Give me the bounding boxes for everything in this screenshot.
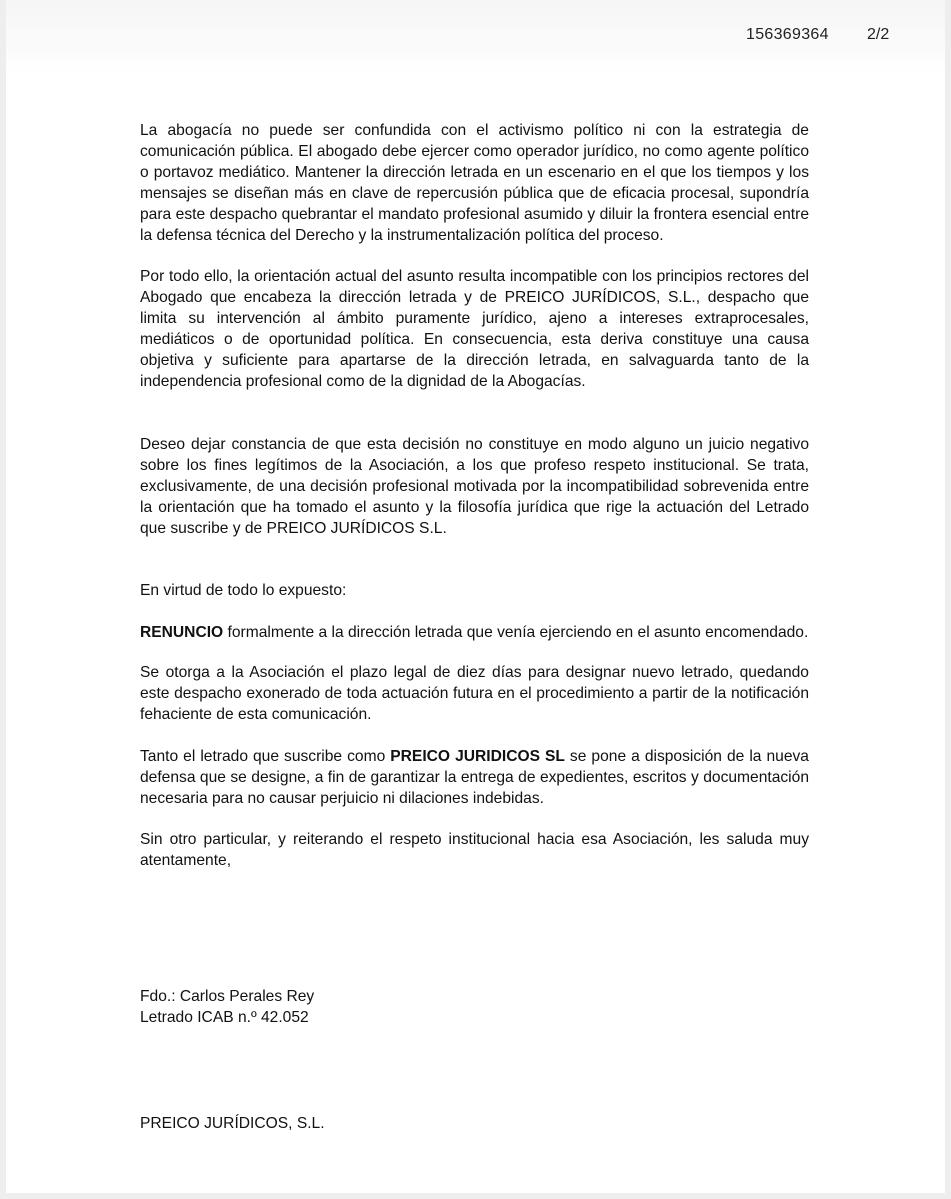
paragraph-abogacia: La abogacía no puede ser confundida con el activismo político ni con la estrategia de comunicación pública. El abogado debe ejercer como operador jurídico, no como agente político o portavoz mediático. Mantener la dirección letrada en un escenario en el que los tiempos y los mensajes se diseñan más en clave de repercusión pública que de eficacia procesal, supondría para este despacho quebrantar el mandato profesional asumido y diluir la frontera esencial entre la defensa técnica del Derecho y la instrumentalización política del proceso.	[140, 122, 809, 244]
paragraph-despedida: Sin otro particular, y reiterando el respeto institucional hacia esa Asociación, les saluda muy atentamente,	[140, 831, 809, 869]
page-header	[0, 26, 951, 46]
paragraph-en-virtud: En virtud de todo lo expuesto:	[140, 582, 347, 599]
paragraph-plazo: Se otorga a la Asociación el plazo legal de diez días para designar nuevo letrado, quedando este despacho exonerado de toda actuación futura en el procedimiento a partir de la notificación fehaciente de esta comunicación.	[140, 664, 809, 723]
paragraph-constancia: Deseo dejar constancia de que esta decisión no constituye en modo alguno un juicio negativo sobre los fines legítimos de la Asociación, a los que profeso respeto institucional. Se trata, exclusivamente, de una decisión profesional motivada por la incompatibilidad sobrevenida entre la orientación que ha tomado el asunto y la filosofía jurídica que rige la actuación del Letrado que suscribe y de PREICO JURÍDICOS S.L.	[140, 436, 809, 537]
disposicion-rest: se pone a disposición de la nueva defensa que se designe, a fin de garantizar la entrega de expedientes, escritos y documentación necesaria para no causar perjuicio ni dilaciones indebidas.	[140, 748, 809, 807]
renuncio-word: RENUNCIO	[140, 624, 224, 641]
document-number: 156369364	[746, 26, 829, 43]
firm-footer: PREICO JURÍDICOS, S.L.	[140, 1115, 325, 1132]
letter-body	[140, 120, 809, 871]
paragraph-renuncia	[140, 622, 809, 643]
page-indicator: 2/2	[867, 26, 890, 43]
signature-block	[140, 986, 314, 1028]
paragraph-incompatibilidad: Por todo ello, la orientación actual del asunto resulta incompatible con los principios rectores del Abogado que encabeza la dirección letrada y de PREICO JURÍDICOS, S.L., despacho que limita su intervención al ámbito puramente jurídico, ajeno a intereses extraprocesales, mediáticos o de oportunidad política. En consecuencia, esta deriva constituye una causa objetiva y suficiente para apartarse de la dirección letrada, en salvaguarda tanto de la independencia profesional como de la dignidad de la Abogacías.	[140, 268, 809, 390]
disposicion-start: Tanto el letrado que suscribe como	[140, 748, 391, 765]
bar-number: Letrado ICAB n.º 42.052	[140, 1009, 309, 1026]
renuncia-text: formalmente a la dirección letrada que venía ejerciendo en el asunto encomendado.	[223, 624, 809, 641]
firm-name-bold: PREICO JURIDICOS SL	[390, 748, 565, 765]
signed-by: Fdo.: Carlos Perales Rey	[140, 988, 315, 1005]
paragraph-disposicion	[140, 746, 809, 809]
